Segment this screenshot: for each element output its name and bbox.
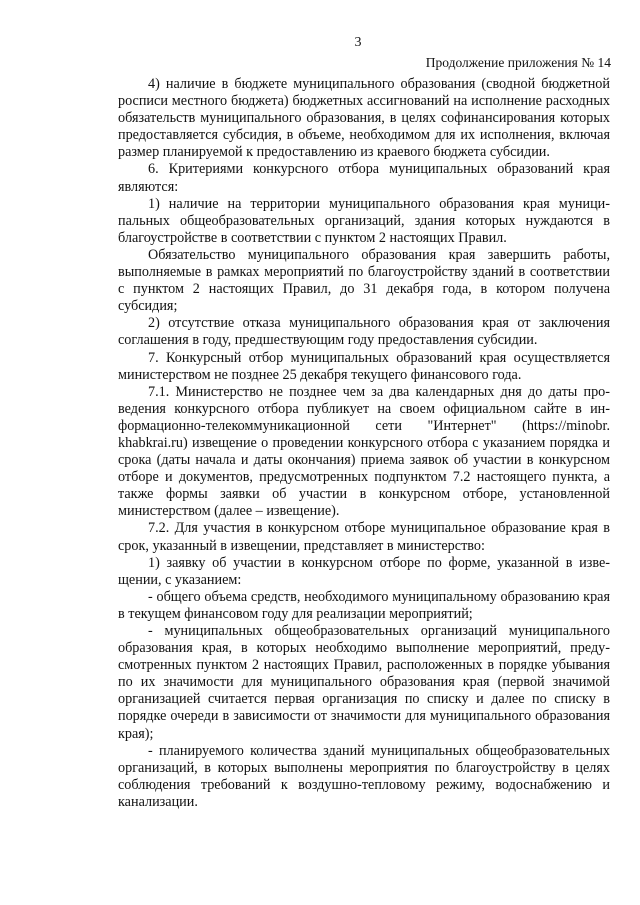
paragraph-budget-allocations: 4) наличие в бюджете муниципального образования (сводной бюджетной росписи местного бюджета) бюджетных ассигнований на исполнение расходных обязательств муниципального образования, в целях софинансирования которых предоставляется субсидия, в объеме, необходимом для их исполнения, включая размер планируемой к предоставлению из краевого бюджета субсидии. [118,76,610,161]
paragraph-7-1: 7.1. Министерство не позднее чем за два календарных дня до даты проведения конкурсного отбора публикует на своем официальном сайте в информационно-телекоммуникационной сети "Интернет" (https://minobr.​khabkrai.ru) извещение о проведении конкурсного отбора с указанием порядка и срока (даты начала и даты окончания) приема заявок об участии в конкурсном отборе и документов, предусмотренных подпунктом 7.2 настоящего пункта, а также формы заявки об участии в конкурсном отборе, установленной министерством (далее – извещение). [118,383,610,520]
appendix-note: Продолжение приложения № 14 [425,55,611,70]
paragraph-criterion-2: 2) отсутствие отказа муниципального образования края от заключения соглашения в году, предшествующим году предоставления субсидии. [118,315,610,349]
list-item-buildings: - планируемого количества зданий муниципальных общеобразовательных организаций, в которых выполнены мероприятия по благоустройству в целях соблюдения требований к воздушно-тепловому режиму, водоснабжению и канализации. [118,742,610,810]
document-body [118,76,610,811]
list-item-organizations: - муниципальных общеобразовательных организаций муниципального образования края, в которых необходимо выполнение мероприятий, предусмотренных пунктом 2 настоящих Правил, расположенных в порядке убывания по их значимости для муниципального образования края (первой значимой организацией считается первая организация по списку и далее по списку в порядке очереди в зависимости от значимости для муниципального образования края); [118,623,610,742]
paragraph-completion-obligation: Обязательство муниципального образования края завершить работы, выполняемые в рамках мероприятий по благоустройству зданий в соответствии с пунктом 2 настоящих Правил, до 31 декабря года, в котором получена субсидия; [118,246,610,315]
list-item-total-funds: - общего объема средств, необходимого муниципальному образованию края в текущем финансовом году для реализации мероприятий; [118,588,610,622]
paragraph-application: 1) заявку об участии в конкурсном отборе по форме, указанной в извещении, с указанием: [118,554,610,588]
paragraph-selection-criteria: 6. Критериями конкурсного отбора муниципальных образований края являются: [118,161,610,195]
page-number: 3 [354,35,362,50]
paragraph-7: 7. Конкурсный отбор муниципальных образований края осуществляется министерством не позднее 25 декабря текущего финансового года. [118,349,610,383]
paragraph-7-2: 7.2. Для участия в конкурсном отборе муниципальное образование края в срок, указанный в извещении, представляет в министерство: [118,520,610,554]
paragraph-criterion-1: 1) наличие на территории муниципального образования края муниципальных общеобразовательных организаций, здания которых нуждаются в благоустройстве в соответствии с пунктом 2 настоящих Правил. [118,195,610,246]
